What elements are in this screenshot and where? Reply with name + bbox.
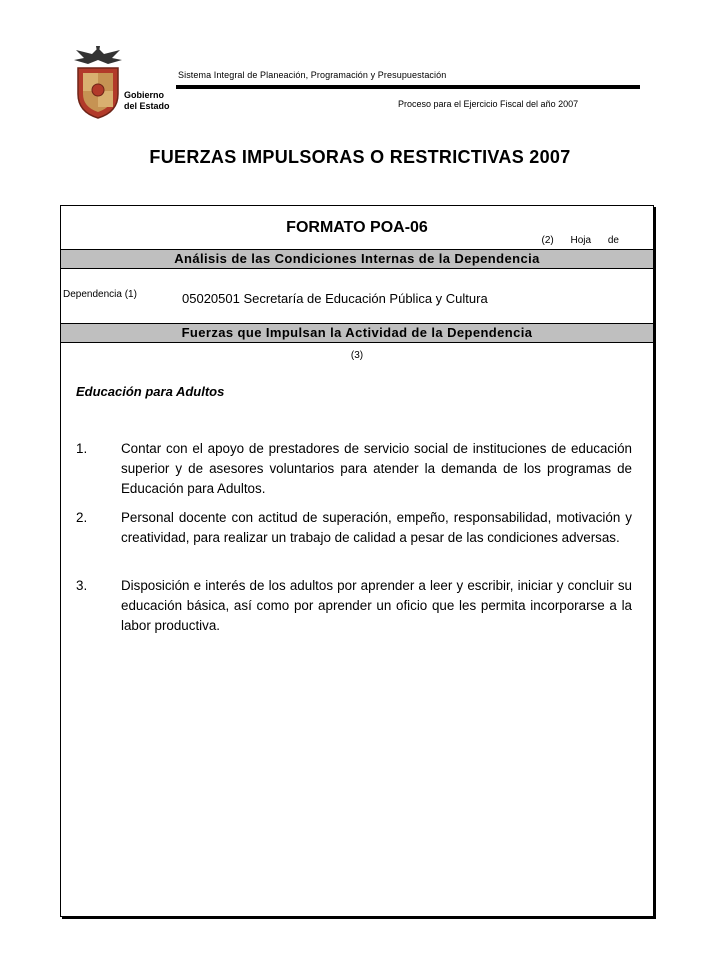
- item-text: Contar con el apoyo de prestadores de servicio social de instituciones de educación superior y de asesores voluntarios para atender la demanda de los programas de Educación para Adultos.: [121, 441, 632, 496]
- form-poa-06: [60, 205, 654, 917]
- section-title: Educación para Adultos: [76, 384, 225, 399]
- item-text: Personal docente con actitud de superación, empeño, responsabilidad, motivación y creatividad, para realizar un trabajo de calidad a pesar de las condiciones adversas.: [121, 510, 632, 545]
- dependency-label: Dependencia (1): [63, 289, 137, 300]
- header-rule: [176, 85, 640, 89]
- note-3: (3): [350, 350, 364, 361]
- list-item: [76, 439, 632, 499]
- process-text: Proceso para el Ejercicio Fiscal del año 2007: [398, 99, 579, 109]
- list-item: [76, 508, 632, 548]
- sheet-label: Hoja: [570, 235, 592, 246]
- dependency-value: 05020501 Secretaría de Educación Pública y Cultura: [182, 291, 488, 306]
- sheet-note: (2): [541, 235, 554, 246]
- sheet-info: [528, 235, 620, 246]
- item-text: Disposición e interés de los adultos por aprender a leer y escribir, iniciar y concluir su educación básica, así como por aprender un oficio que les permita incorporarse a la labor productiva.: [121, 578, 632, 633]
- page-title: FUERZAS IMPULSORAS O RESTRICTIVAS 2007: [149, 147, 571, 167]
- system-title: Sistema Integral de Planeación, Programación y Presupuestación: [178, 70, 447, 80]
- sheet-of: de: [607, 235, 619, 246]
- list-item: [76, 576, 632, 636]
- item-number: 1.: [76, 441, 88, 456]
- state-seal-eagle-icon: [70, 44, 126, 120]
- government-label: [124, 90, 170, 112]
- driving-forces-band: Fuerzas que Impulsan la Actividad de la Dependencia: [61, 323, 653, 343]
- format-title: FORMATO POA-06: [286, 219, 428, 236]
- internal-conditions-band: Análisis de las Condiciones Internas de la Dependencia: [61, 249, 653, 269]
- gov-line-1: Gobierno: [124, 90, 164, 100]
- gov-line-2: del Estado: [124, 101, 170, 111]
- item-number: 2.: [76, 510, 88, 525]
- item-number: 3.: [76, 578, 88, 593]
